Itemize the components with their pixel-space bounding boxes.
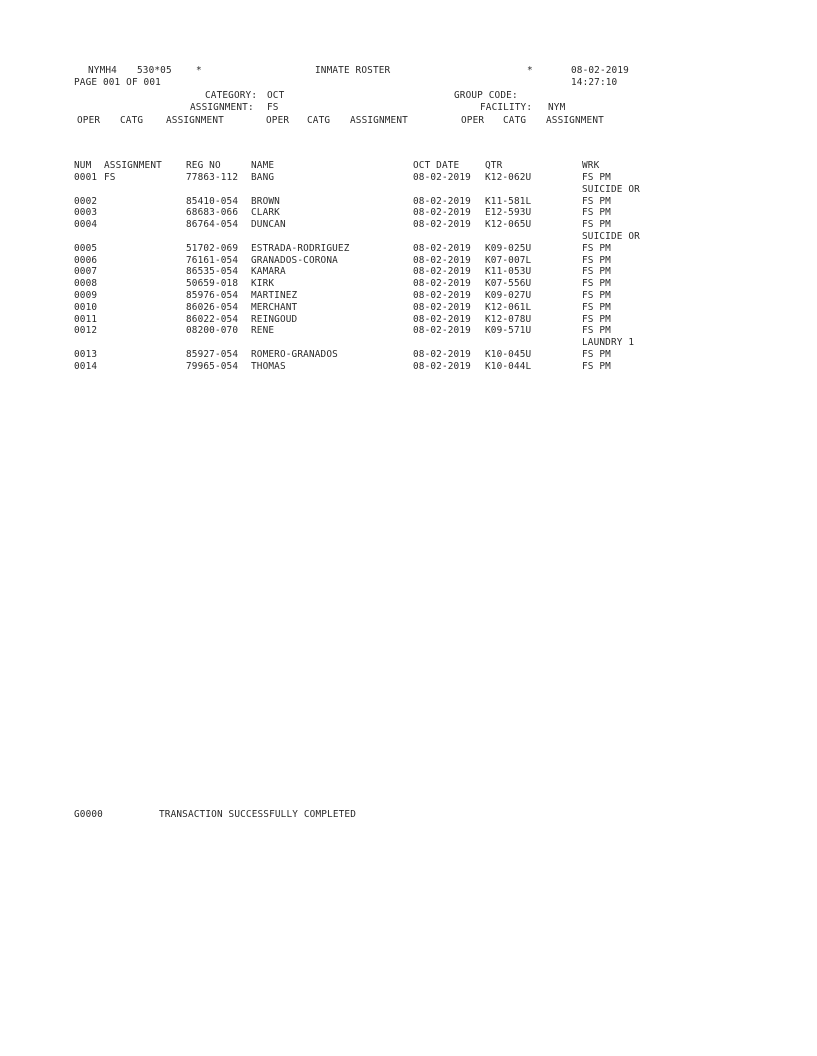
- cell-num: 0012: [74, 325, 98, 337]
- cell-reg-no: 76161-054: [186, 254, 239, 266]
- facility-label: FACILITY:: [480, 102, 533, 113]
- cell-reg-no: 85976-054: [186, 290, 239, 301]
- filter-catg-header: CATG: [503, 115, 527, 126]
- cell-num: 0007: [74, 266, 98, 278]
- cell-reg-no: 08200-070: [186, 325, 239, 337]
- cell-num: 0010: [74, 301, 98, 313]
- cell-wrk: FS PM: [582, 349, 611, 360]
- facility-value: NYM: [548, 102, 566, 113]
- cell-oct-date: 08-02-2019: [413, 242, 471, 254]
- col-name-header: NAME: [251, 160, 275, 171]
- report-title: INMATE ROSTER: [315, 65, 391, 76]
- cell-wrk: FS PM: [582, 207, 611, 219]
- cell-oct-date: 08-02-2019: [413, 207, 471, 219]
- cell-num: 0001: [74, 172, 98, 183]
- cell-num: 0003: [74, 207, 98, 219]
- cell-wrk: FS PM: [582, 313, 611, 325]
- cell-oct-date: 08-02-2019: [413, 266, 471, 278]
- cell-wrk: FS PM: [582, 278, 611, 290]
- col-assignment-header: ASSIGNMENT: [104, 160, 162, 171]
- system-code: NYMH4: [88, 65, 117, 76]
- cell-wrk: FS PM: [582, 254, 611, 266]
- cell-qtr: K09-027U: [485, 290, 532, 301]
- cell-num: 0014: [74, 360, 98, 372]
- cell-wrk: FS PM: [582, 172, 611, 183]
- cell-name: KAMARA: [251, 266, 286, 278]
- cell-reg-no: 68683-066: [186, 207, 239, 219]
- cell-wrk: FS PM: [582, 301, 611, 313]
- cell-qtr: K11-581L: [485, 195, 532, 207]
- cell-reg-no: 79965-054: [186, 360, 239, 372]
- cell-name: RENE: [251, 325, 275, 337]
- cell-qtr: K10-045U: [485, 349, 532, 360]
- cell-qtr: K12-078U: [485, 313, 532, 325]
- report-time: 14:27:10: [571, 77, 618, 88]
- cell-wrk: FS PM: [582, 195, 611, 207]
- cell-name: MERCHANT: [251, 301, 298, 313]
- cell-name: ESTRADA-RODRIGUEZ: [251, 242, 350, 254]
- cell-num: 0002: [74, 195, 98, 207]
- cell-oct-date: 08-02-2019: [413, 254, 471, 266]
- cell-oct-date: 08-02-2019: [413, 172, 471, 183]
- filter-assignment-header: ASSIGNMENT: [350, 115, 408, 126]
- status-code: G0000: [74, 809, 103, 820]
- cell-name: THOMAS: [251, 360, 286, 372]
- cell-wrk: FS PM: [582, 266, 611, 278]
- filter-assignment-header: ASSIGNMENT: [546, 115, 604, 126]
- page-indicator: PAGE 001 OF 001: [74, 77, 161, 88]
- cell-qtr: K07-556U: [485, 278, 532, 290]
- cell-wrk: FS PM: [582, 360, 611, 372]
- cell-name: BANG: [251, 172, 275, 183]
- cell-note: LAUNDRY 1: [582, 337, 635, 349]
- cell-oct-date: 08-02-2019: [413, 325, 471, 337]
- col-oct-date-header: OCT DATE: [413, 160, 460, 171]
- cell-num: 0008: [74, 278, 98, 290]
- cell-wrk: FS PM: [582, 290, 611, 301]
- header-star-right: *: [527, 65, 533, 76]
- cell-name: DUNCAN: [251, 219, 286, 231]
- filter-catg-header: CATG: [307, 115, 331, 126]
- cell-wrk: FS PM: [582, 219, 611, 231]
- cell-wrk: FS PM: [582, 325, 611, 337]
- assignment-value: FS: [267, 102, 279, 113]
- status-message: TRANSACTION SUCCESSFULLY COMPLETED: [159, 809, 357, 820]
- cell-reg-no: 51702-069: [186, 242, 239, 254]
- header-star-left: *: [196, 65, 202, 76]
- cell-oct-date: 08-02-2019: [413, 360, 471, 372]
- cell-qtr: K12-062U: [485, 172, 532, 183]
- filter-catg-header: CATG: [120, 115, 144, 126]
- cell-num: 0013: [74, 349, 98, 360]
- filter-oper-header: OPER: [461, 115, 485, 126]
- cell-name: KIRK: [251, 278, 275, 290]
- screen-code: 530*05: [137, 65, 172, 76]
- cell-num: 0011: [74, 313, 98, 325]
- cell-reg-no: 86026-054: [186, 301, 239, 313]
- cell-num: 0009: [74, 290, 98, 301]
- cell-qtr: K07-007L: [485, 254, 532, 266]
- cell-oct-date: 08-02-2019: [413, 195, 471, 207]
- cell-name: ROMERO-GRANADOS: [251, 349, 338, 360]
- category-label: CATEGORY:: [205, 90, 258, 101]
- filter-assignment-header: ASSIGNMENT: [166, 115, 224, 126]
- cell-assignment: FS: [104, 172, 116, 183]
- cell-qtr: K12-061L: [485, 301, 532, 313]
- cell-num: 0005: [74, 242, 98, 254]
- cell-qtr: E12-593U: [485, 207, 532, 219]
- cell-wrk: FS PM: [582, 242, 611, 254]
- col-wrk-header: WRK: [582, 160, 600, 171]
- cell-reg-no: 85927-054: [186, 349, 239, 360]
- cell-reg-no: 86535-054: [186, 266, 239, 278]
- cell-name: CLARK: [251, 207, 280, 219]
- cell-name: REINGOUD: [251, 313, 298, 325]
- cell-reg-no: 50659-018: [186, 278, 239, 290]
- col-num-header: NUM: [74, 160, 92, 171]
- cell-num: 0004: [74, 219, 98, 231]
- cell-note: SUICIDE OR: [582, 183, 640, 195]
- cell-qtr: K12-065U: [485, 219, 532, 231]
- category-value: OCT: [267, 90, 285, 101]
- col-reg-no-header: REG NO: [186, 160, 221, 171]
- cell-reg-no: 86022-054: [186, 313, 239, 325]
- group-code-label: GROUP CODE:: [454, 90, 518, 101]
- cell-qtr: K09-025U: [485, 242, 532, 254]
- report-date: 08-02-2019: [571, 65, 629, 76]
- cell-oct-date: 08-02-2019: [413, 349, 471, 360]
- cell-reg-no: 77863-112: [186, 172, 239, 183]
- cell-oct-date: 08-02-2019: [413, 219, 471, 231]
- cell-qtr: K09-571U: [485, 325, 532, 337]
- cell-oct-date: 08-02-2019: [413, 290, 471, 301]
- cell-oct-date: 08-02-2019: [413, 301, 471, 313]
- cell-reg-no: 85410-054: [186, 195, 239, 207]
- cell-name: GRANADOS-CORONA: [251, 254, 338, 266]
- cell-reg-no: 86764-054: [186, 219, 239, 231]
- cell-qtr: K10-044L: [485, 360, 532, 372]
- cell-qtr: K11-053U: [485, 266, 532, 278]
- cell-oct-date: 08-02-2019: [413, 313, 471, 325]
- filter-oper-header: OPER: [77, 115, 101, 126]
- cell-name: BROWN: [251, 195, 280, 207]
- filter-oper-header: OPER: [266, 115, 290, 126]
- cell-name: MARTINEZ: [251, 290, 298, 301]
- cell-note: SUICIDE OR: [582, 231, 640, 242]
- cell-oct-date: 08-02-2019: [413, 278, 471, 290]
- assignment-label: ASSIGNMENT:: [190, 102, 254, 113]
- cell-num: 0006: [74, 254, 98, 266]
- col-qtr-header: QTR: [485, 160, 503, 171]
